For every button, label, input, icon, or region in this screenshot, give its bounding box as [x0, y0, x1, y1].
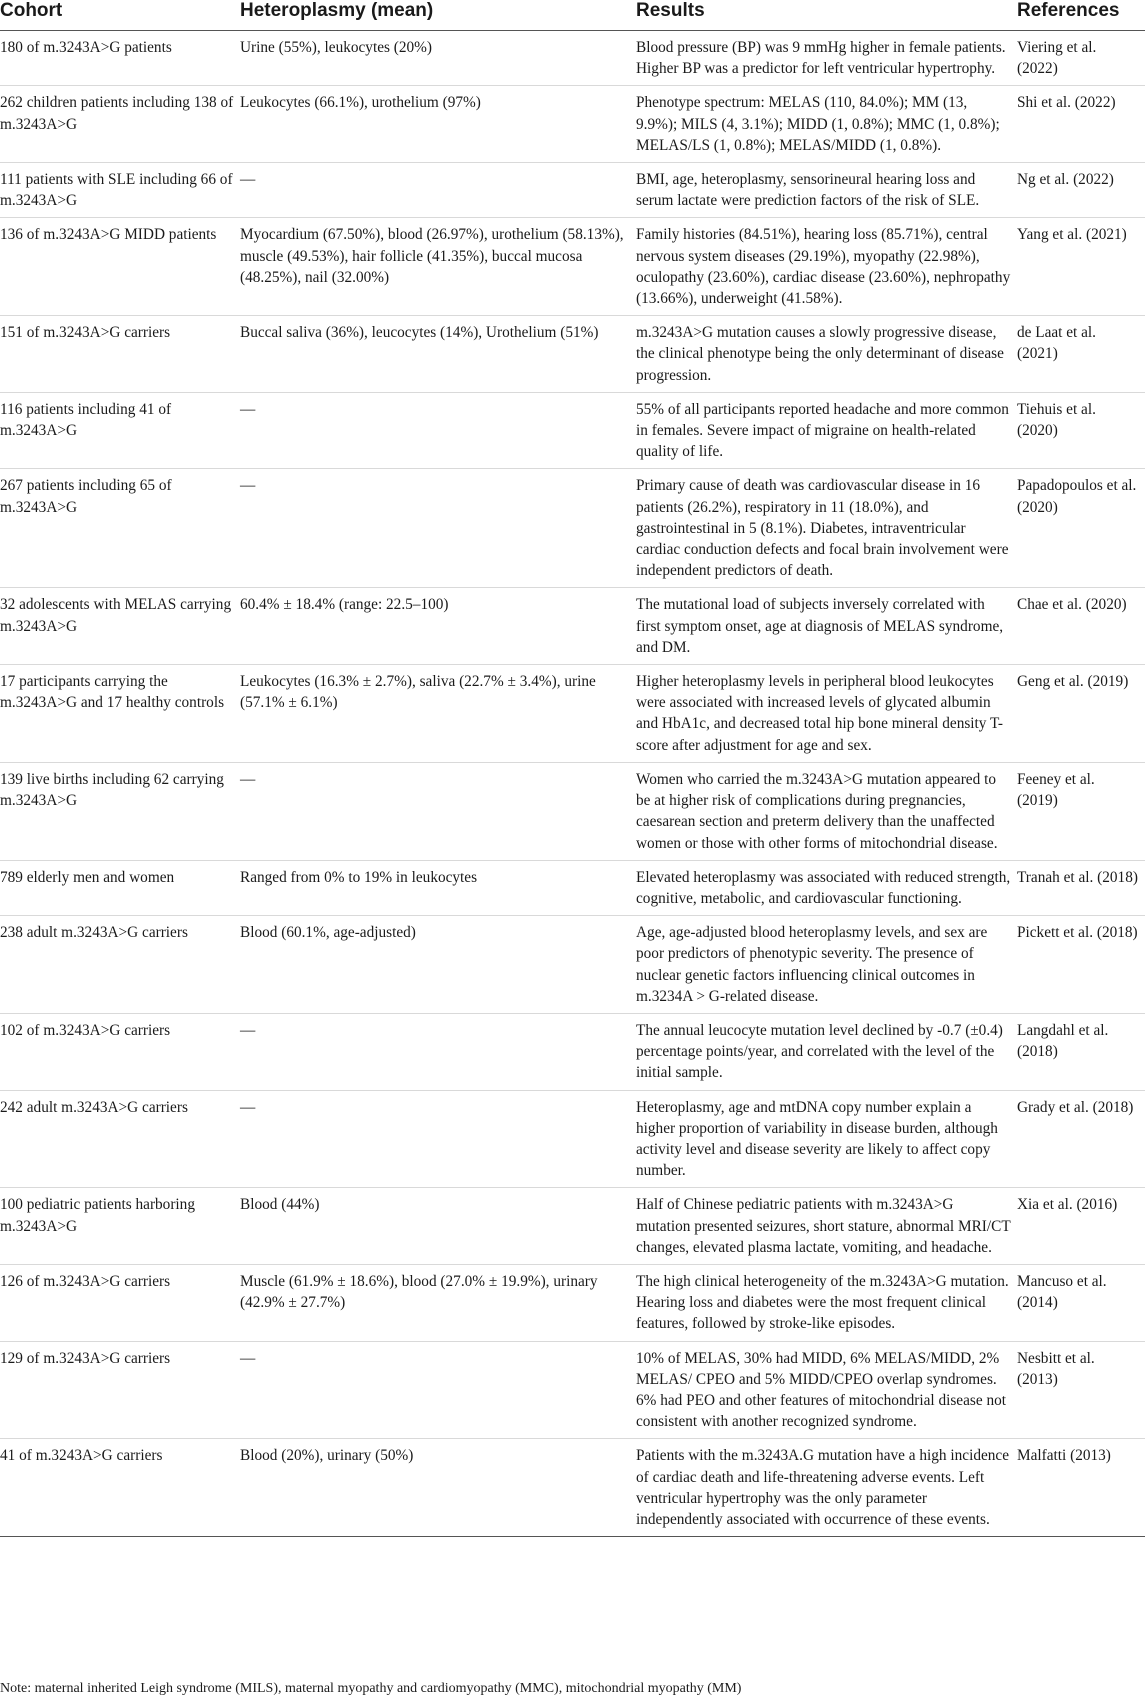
table-row [0, 860, 1145, 915]
cell-references: Tiehuis et al. (2020) [1017, 392, 1145, 469]
cell-heteroplasmy: — [240, 163, 636, 218]
cell-heteroplasmy: Muscle (61.9% ± 18.6%), blood (27.0% ± 19.9%), urinary (42.9% ± 27.7%) [240, 1264, 636, 1341]
cell-results: Phenotype spectrum: MELAS (110, 84.0%); MM (13, 9.9%); MILS (4, 3.1%); MIDD (1, 0.8%); MMC (1, 0.8%); MELAS/LS (1, 0.8%); MELAS/MIDD (1, 0.8%). [636, 86, 1017, 163]
cell-heteroplasmy: — [240, 469, 636, 588]
table-row [0, 1188, 1145, 1265]
cell-references: Feeney et al. (2019) [1017, 762, 1145, 860]
cell-heteroplasmy: 60.4% ± 18.4% (range: 22.5–100) [240, 588, 636, 665]
cell-results: Half of Chinese pediatric patients with m.3243A>G mutation presented seizures, short stature, abnormal MRI/CT changes, elevated plasma lactate, vomiting, and headache. [636, 1188, 1017, 1265]
table-row [0, 31, 1145, 86]
cell-references: Geng et al. (2019) [1017, 665, 1145, 763]
cell-heteroplasmy: — [240, 762, 636, 860]
cell-cohort: 238 adult m.3243A>G carriers [0, 916, 240, 1014]
cell-cohort: 180 of m.3243A>G patients [0, 31, 240, 86]
cell-cohort: 139 live births including 62 carrying m.3243A>G [0, 762, 240, 860]
cell-heteroplasmy: — [240, 1090, 636, 1188]
cell-results: Family histories (84.51%), hearing loss (85.71%), central nervous system diseases (29.19%), myopathy (22.98%), oculopathy (23.60%), cardiac disease (23.60%), nephropathy (13.66%), underweight (41.58%). [636, 218, 1017, 316]
cell-cohort: 41 of m.3243A>G carriers [0, 1439, 240, 1537]
table-row [0, 916, 1145, 1014]
cell-references: Chae et al. (2020) [1017, 588, 1145, 665]
table-header [0, 0, 1145, 31]
cell-results: Higher heteroplasmy levels in peripheral blood leukocytes were associated with increased levels of glycated albumin and HbA1c, and decreased total hip bone mineral density T-score after adjustment for age and sex. [636, 665, 1017, 763]
cell-references: Xia et al. (2016) [1017, 1188, 1145, 1265]
cell-references: Tranah et al. (2018) [1017, 860, 1145, 915]
table-row [0, 762, 1145, 860]
header-cohort: Cohort [0, 0, 240, 31]
cell-references: Langdahl et al. (2018) [1017, 1013, 1145, 1090]
cell-cohort: 129 of m.3243A>G carriers [0, 1341, 240, 1439]
cell-cohort: 116 patients including 41 of m.3243A>G [0, 392, 240, 469]
cell-cohort: 126 of m.3243A>G carriers [0, 1264, 240, 1341]
cell-results: 10% of MELAS, 30% had MIDD, 6% MELAS/MIDD, 2% MELAS/ CPEO and 5% MIDD/CPEO overlap syndromes. 6% had PEO and other features of mitochondrial disease not consistent with another recognized syndrome. [636, 1341, 1017, 1439]
cell-results: The mutational load of subjects inversely correlated with first symptom onset, age at diagnosis of MELAS syndrome, and DM. [636, 588, 1017, 665]
table-row [0, 316, 1145, 393]
header-row [0, 0, 1145, 31]
cell-heteroplasmy: Urine (55%), leukocytes (20%) [240, 31, 636, 86]
cell-results: The high clinical heterogeneity of the m.3243A>G mutation. Hearing loss and diabetes were the most frequent clinical features, followed by stroke-like episodes. [636, 1264, 1017, 1341]
cell-results: The annual leucocyte mutation level declined by -0.7 (±0.4) percentage points/year, and correlated with the level of the initial sample. [636, 1013, 1017, 1090]
table-note: Note: maternal inherited Leigh syndrome (MILS), maternal myopathy and cardiomyopathy (MMC), mitochondrial myopathy (MM) [0, 1681, 742, 1696]
cell-heteroplasmy: Blood (20%), urinary (50%) [240, 1439, 636, 1537]
cell-cohort: 100 pediatric patients harboring m.3243A>G [0, 1188, 240, 1265]
table-row [0, 392, 1145, 469]
table-row [0, 588, 1145, 665]
table-row [0, 1090, 1145, 1188]
cell-cohort: 151 of m.3243A>G carriers [0, 316, 240, 393]
cell-results: Elevated heteroplasmy was associated with reduced strength, cognitive, metabolic, and cardiovascular functioning. [636, 860, 1017, 915]
cell-heteroplasmy: Blood (44%) [240, 1188, 636, 1265]
cell-references: Shi et al. (2022) [1017, 86, 1145, 163]
cell-results: Patients with the m.3243A.G mutation have a high incidence of cardiac death and life-threatening adverse events. Left ventricular hypertrophy was the only parameter independently associated with occurrence of these events. [636, 1439, 1017, 1537]
cell-references: Ng et al. (2022) [1017, 163, 1145, 218]
table-row [0, 1264, 1145, 1341]
cell-references: Grady et al. (2018) [1017, 1090, 1145, 1188]
cell-heteroplasmy: — [240, 1341, 636, 1439]
cell-heteroplasmy: Ranged from 0% to 19% in leukocytes [240, 860, 636, 915]
cell-results: Age, age-adjusted blood heteroplasmy levels, and sex are poor predictors of phenotypic severity. The presence of nuclear genetic factors influencing clinical outcomes in m.3234A > G-related disease. [636, 916, 1017, 1014]
cell-cohort: 789 elderly men and women [0, 860, 240, 915]
table-row [0, 1013, 1145, 1090]
cell-references: Mancuso et al. (2014) [1017, 1264, 1145, 1341]
cell-heteroplasmy: — [240, 392, 636, 469]
cell-heteroplasmy: Leukocytes (16.3% ± 2.7%), saliva (22.7% ± 3.4%), urine (57.1% ± 6.1%) [240, 665, 636, 763]
table-row [0, 163, 1145, 218]
cell-heteroplasmy: Myocardium (67.50%), blood (26.97%), urothelium (58.13%), muscle (49.53%), hair follicle (41.35%), buccal mucosa (48.25%), nail (32.00%) [240, 218, 636, 316]
table-row [0, 1439, 1145, 1537]
cell-cohort: 262 children patients including 138 of m.3243A>G [0, 86, 240, 163]
cell-references: Papadopoulos et al. (2020) [1017, 469, 1145, 588]
table-row [0, 665, 1145, 763]
cell-cohort: 111 patients with SLE including 66 of m.3243A>G [0, 163, 240, 218]
cell-results: m.3243A>G mutation causes a slowly progressive disease, the clinical phenotype being the only determinant of disease progression. [636, 316, 1017, 393]
cell-heteroplasmy: Buccal saliva (36%), leucocytes (14%), Urothelium (51%) [240, 316, 636, 393]
cell-cohort: 32 adolescents with MELAS carrying m.3243A>G [0, 588, 240, 665]
cell-cohort: 17 participants carrying the m.3243A>G and 17 healthy controls [0, 665, 240, 763]
cell-results: Heteroplasmy, age and mtDNA copy number explain a higher proportion of variability in disease burden, although activity level and disease severity are likely to affect copy number. [636, 1090, 1017, 1188]
cell-references: Viering et al. (2022) [1017, 31, 1145, 86]
cell-cohort: 102 of m.3243A>G carriers [0, 1013, 240, 1090]
cell-results: BMI, age, heteroplasmy, sensorineural hearing loss and serum lactate were prediction factors of the risk of SLE. [636, 163, 1017, 218]
table-row [0, 469, 1145, 588]
cell-references: Malfatti (2013) [1017, 1439, 1145, 1537]
cell-heteroplasmy: Blood (60.1%, age-adjusted) [240, 916, 636, 1014]
cell-references: Nesbitt et al. (2013) [1017, 1341, 1145, 1439]
cell-heteroplasmy: — [240, 1013, 636, 1090]
cell-cohort: 136 of m.3243A>G MIDD patients [0, 218, 240, 316]
table-row [0, 218, 1145, 316]
cell-cohort: 267 patients including 65 of m.3243A>G [0, 469, 240, 588]
header-references: References [1017, 0, 1145, 31]
header-heteroplasmy: Heteroplasmy (mean) [240, 0, 636, 31]
cell-results: Primary cause of death was cardiovascular disease in 16 patients (26.2%), respiratory in 11 (18.0%), and gastrointestinal in 5 (8.1%). Diabetes, intraventricular cardiac conduction defects and focal brain involvement were independent predictors of death. [636, 469, 1017, 588]
cell-results: 55% of all participants reported headache and more common in females. Severe impact of migraine on health-related quality of life. [636, 392, 1017, 469]
table-body [0, 31, 1145, 1537]
cell-results: Women who carried the m.3243A>G mutation appeared to be at higher risk of complications during pregnancies, caesarean section and preterm delivery than the unaffected women or those with other forms of mitochondrial disease. [636, 762, 1017, 860]
cell-references: Yang et al. (2021) [1017, 218, 1145, 316]
cell-cohort: 242 adult m.3243A>G carriers [0, 1090, 240, 1188]
cell-references: de Laat et al. (2021) [1017, 316, 1145, 393]
header-results: Results [636, 0, 1017, 31]
cell-references: Pickett et al. (2018) [1017, 916, 1145, 1014]
table-row [0, 86, 1145, 163]
cell-results: Blood pressure (BP) was 9 mmHg higher in female patients. Higher BP was a predictor for left ventricular hypertrophy. [636, 31, 1017, 86]
table-row [0, 1341, 1145, 1439]
cell-heteroplasmy: Leukocytes (66.1%), urothelium (97%) [240, 86, 636, 163]
